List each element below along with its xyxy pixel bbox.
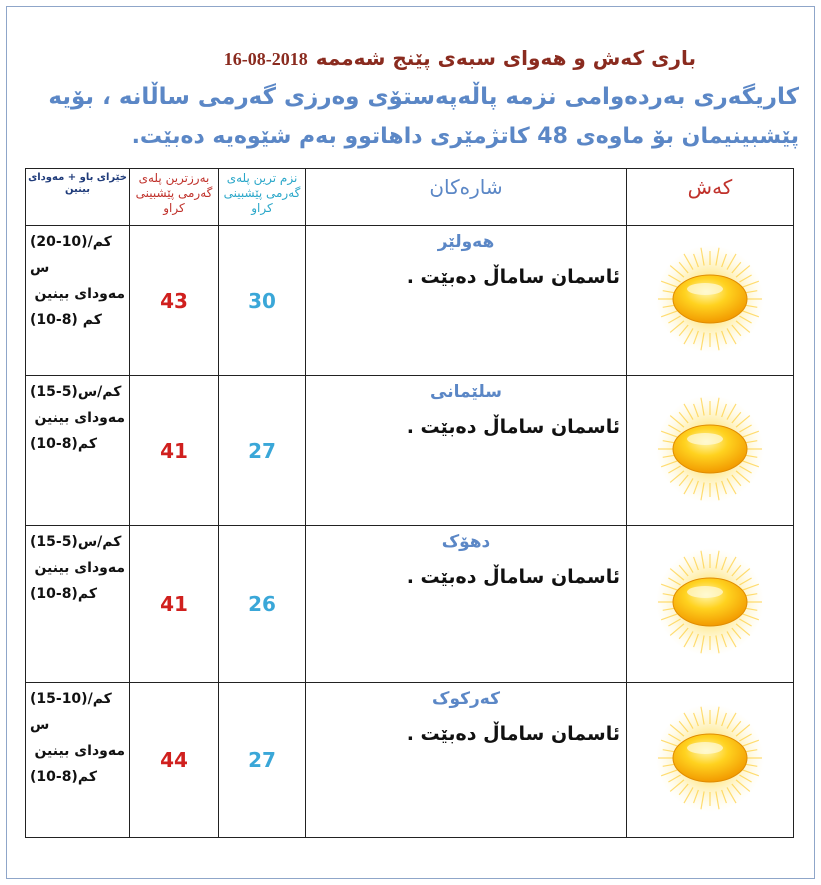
max-temp: 41	[130, 526, 219, 683]
sky-description: ئاسمان ساماڵ دەبێت .	[406, 416, 620, 438]
header-wind: خێرای باو + مەودای بینین	[26, 169, 130, 226]
table-row	[26, 226, 794, 376]
header-sky: کەش	[627, 169, 794, 226]
wind-speed: (15-5)کم/س	[30, 384, 122, 400]
min-temp: 27	[219, 683, 306, 838]
visibility-value: (10-8)کم	[30, 436, 97, 452]
wind-speed: (15-10)کم/س	[30, 691, 112, 733]
sky-description: ئاسمان ساماڵ دەبێت .	[406, 266, 620, 288]
visibility-value: (10-8) کم	[30, 312, 102, 328]
min-temp: 30	[219, 226, 306, 376]
sky-cell	[627, 226, 794, 376]
sky-cell	[627, 526, 794, 683]
wind-cell	[26, 376, 130, 526]
city-cell	[306, 376, 627, 526]
wind-speed: (15-5)کم/س	[30, 534, 122, 550]
sky-cell	[627, 683, 794, 838]
min-temp: 26	[219, 526, 306, 683]
city-cell	[306, 683, 627, 838]
min-temp: 27	[219, 376, 306, 526]
header-max-temp: بەرزترین پلەی گەرمی پێشبینی کراو	[130, 169, 219, 226]
wind-cell	[26, 683, 130, 838]
city-name: هەولێر	[437, 232, 495, 252]
visibility-label: مەودای بینین	[34, 560, 125, 576]
sun-icon	[655, 703, 765, 813]
table-row	[26, 376, 794, 526]
wind-cell	[26, 226, 130, 376]
sun-icon	[655, 244, 765, 354]
forecast-table	[25, 168, 794, 838]
visibility-value: (10-8)کم	[30, 769, 97, 785]
forecast-date: 2018-08-16	[223, 49, 308, 69]
city-cell	[306, 226, 627, 376]
city-name: دهۆک	[441, 532, 491, 552]
visibility-label: مەودای بینین	[34, 743, 125, 759]
sun-icon	[655, 547, 765, 657]
max-temp: 41	[130, 376, 219, 526]
intro-line-1: کاریگەری بەردەوامی نزمە پاڵەپەستۆی وەرزی گەرمی ساڵانە ، بۆیە	[48, 84, 799, 110]
table-header-row	[26, 169, 794, 226]
sky-description: ئاسمان ساماڵ دەبێت .	[406, 566, 620, 588]
visibility-label: مەودای بینین	[34, 286, 125, 302]
max-temp: 43	[130, 226, 219, 376]
wind-speed: (20-10)کم/س	[30, 234, 112, 276]
city-cell	[306, 526, 627, 683]
max-temp: 44	[130, 683, 219, 838]
intro-line-2: پێشبینیمان بۆ ماوەی 48 کاتژمێری داهاتوو بەم شێوەیە دەبێت.	[131, 124, 799, 149]
sky-description: ئاسمان ساماڵ دەبێت .	[406, 723, 620, 745]
sky-cell	[627, 376, 794, 526]
header-min-temp: نزم ترین پلەی گەرمی پێشبینی کراو	[219, 169, 306, 226]
visibility-value: (10-8)کم	[30, 586, 97, 602]
city-name: سلێمانی	[430, 382, 502, 402]
table-row	[26, 526, 794, 683]
table-row	[26, 683, 794, 838]
visibility-label: مەودای بینین	[34, 410, 125, 426]
wind-cell	[26, 526, 130, 683]
sun-icon	[655, 394, 765, 504]
header-cities: شارەکان	[306, 169, 627, 226]
city-name: کەرکوک	[432, 689, 500, 709]
title-text: باری کەش و هەوای سبەی پێنج شەممە	[315, 46, 696, 70]
page-title	[224, 46, 696, 70]
